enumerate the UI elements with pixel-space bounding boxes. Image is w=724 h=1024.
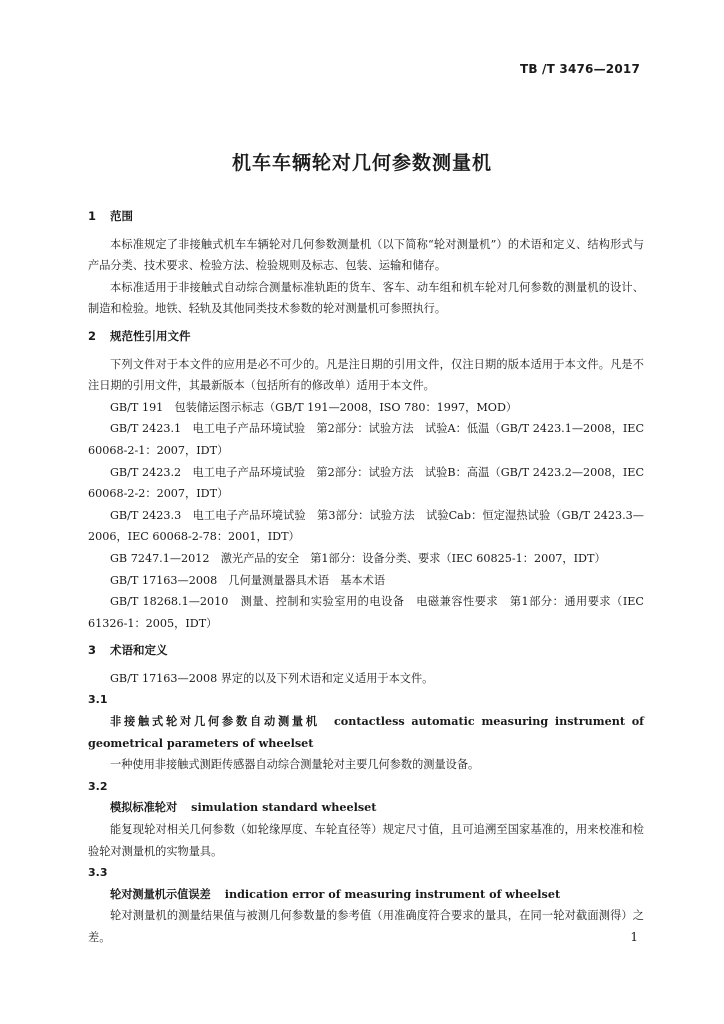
reference-item: GB/T 2423.3 电工电子产品环境试验 第3部分：试验方法 试验Cab：恒定湿热试验（GB/T 2423.3—2006，IEC 60068-2-78：2001，IDT）	[88, 508, 644, 544]
standard-code: TB /T 3476—2017	[519, 62, 640, 76]
section-title: 术语和定义	[110, 643, 168, 658]
section-number: 3	[88, 643, 97, 658]
term-english: indication error of measuring instrument of wheelset	[224, 886, 561, 901]
reference-item: GB/T 2423.2 电工电子产品环境试验 第2部分：试验方法 试验B：高温（GB/T 2423.2—2008，IEC 60068-2-2：2007，IDT）	[88, 465, 644, 501]
document-title: 机车车辆轮对几何参数测量机	[231, 152, 492, 174]
term-number: 3.1	[88, 693, 108, 707]
paragraph: 下列文件对于本文件的应用是必不可少的。凡是注日期的引用文件，仅注日期的版本适用于本文件。凡是不注日期的引用文件，其最新版本（包括所有的修改单）适用于本文件。	[88, 357, 644, 393]
paragraph: 本标准规定了非接触式机车车辆轮对几何参数测量机（以下简称“轮对测量机”）的术语和定义、结构形式与产品分类、技术要求、检验方法、检验规则及标志、包装、运输和储存。	[88, 237, 644, 273]
section-heading-1	[88, 206, 644, 228]
term-heading	[88, 711, 644, 754]
term-chinese: 模拟标准轮对	[110, 801, 178, 815]
reference-item: GB/T 18268.1—2010 测量、控制和实验室用的电设备 电磁兼容性要求 第1部分：通用要求（IEC 61326-1：2005，IDT）	[88, 595, 644, 630]
term-definition: 轮对测量机的测量结果值与被测几何参数量的参考值（用准确度符合要求的量具，在同一轮对截面测得）之差。	[88, 909, 644, 944]
paragraph: 本标准适用于非接触式自动综合测量标准轨距的货车、客车、动车组和机车轮对几何参数的测量机的设计、制造和检验。地铁、轻轨及其他同类技术参数的轮对测量机可参照执行。	[88, 280, 644, 316]
page-number: 1	[630, 930, 638, 944]
section-heading-2	[88, 326, 644, 348]
reference-item: GB/T 191 包装储运图示标志（GB/T 191—2008，ISO 780：1997，MOD）	[110, 400, 518, 414]
reference-item: GB/T 17163—2008 几何量测量器具术语 基本术语	[110, 573, 386, 587]
term-chinese: 轮对测量机示值误差	[110, 887, 211, 901]
section-number: 2	[88, 328, 97, 343]
term-heading	[88, 884, 644, 906]
reference-item: GB 7247.1—2012 激光产品的安全 第1部分：设备分类、要求（IEC 60825-1：2007，IDT）	[110, 551, 606, 565]
section-title: 范围	[110, 209, 133, 223]
document-body	[88, 206, 644, 949]
term-heading	[88, 797, 644, 819]
paragraph: GB/T 17163—2008 界定的以及下列术语和定义适用于本文件。	[110, 671, 434, 685]
term-number: 3.3	[88, 866, 108, 880]
term-definition: 能复现轮对相关几何参数（如轮缘厚度、车轮直径等）规定尺寸值，且可追溯至国家基准的，用来校准和检验轮对测量机的实物量具。	[88, 823, 644, 858]
term-english: contactless automatic measuring instrument of geometrical parameters of wheelset	[88, 714, 644, 750]
section-number: 1	[88, 209, 97, 223]
term-english: simulation standard wheelset	[191, 800, 377, 815]
term-number: 3.2	[88, 779, 108, 793]
term-definition: 一种使用非接触式测距传感器自动综合测量轮对主要几何参数的测量设备。	[110, 758, 480, 772]
section-heading-3	[88, 640, 644, 662]
reference-item: GB/T 2423.1 电工电子产品环境试验 第2部分：试验方法 试验A：低温（GB/T 2423.1—2008，IEC 60068-2-1：2007，IDT）	[88, 422, 644, 457]
term-chinese: 非接触式轮对几何参数自动测量机	[110, 715, 320, 729]
section-title: 规范性引用文件	[110, 328, 191, 343]
